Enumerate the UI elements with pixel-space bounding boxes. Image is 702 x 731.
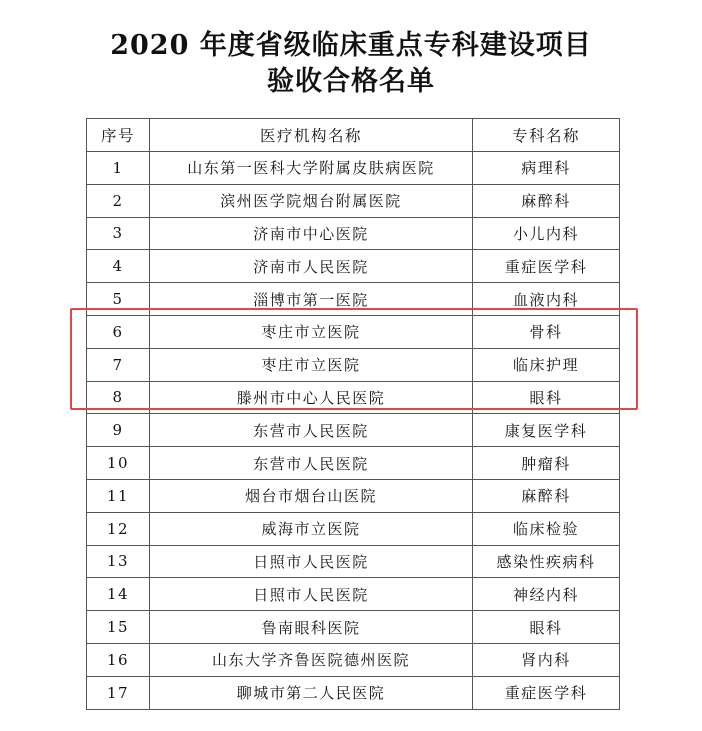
row-index: 15 bbox=[87, 611, 150, 644]
row-institution: 鲁南眼科医院 bbox=[150, 611, 473, 644]
row-specialty: 临床护理 bbox=[473, 348, 620, 381]
row-specialty: 麻醉科 bbox=[473, 479, 620, 512]
row-institution: 枣庄市立医院 bbox=[150, 315, 473, 348]
row-institution: 山东大学齐鲁医院德州医院 bbox=[150, 643, 473, 676]
row-index: 11 bbox=[87, 479, 150, 512]
acceptance-list-table bbox=[86, 118, 620, 710]
row-specialty: 感染性疾病科 bbox=[473, 545, 620, 578]
row-specialty: 重症医学科 bbox=[473, 250, 620, 283]
header-specialty: 专科名称 bbox=[473, 119, 620, 152]
row-specialty: 骨科 bbox=[473, 315, 620, 348]
row-specialty: 麻醉科 bbox=[473, 184, 620, 217]
table-row bbox=[87, 315, 620, 348]
table-row bbox=[87, 479, 620, 512]
table-row bbox=[87, 250, 620, 283]
row-index: 14 bbox=[87, 578, 150, 611]
row-index: 8 bbox=[87, 381, 150, 414]
row-specialty: 康复医学科 bbox=[473, 414, 620, 447]
row-index: 1 bbox=[87, 152, 150, 185]
row-index: 2 bbox=[87, 184, 150, 217]
row-specialty: 肿瘤科 bbox=[473, 447, 620, 480]
row-specialty: 小儿内科 bbox=[473, 217, 620, 250]
row-institution: 枣庄市立医院 bbox=[150, 348, 473, 381]
table-header-row bbox=[87, 119, 620, 152]
table-row bbox=[87, 217, 620, 250]
row-institution: 滨州医学院烟台附属医院 bbox=[150, 184, 473, 217]
row-institution: 山东第一医科大学附属皮肤病医院 bbox=[150, 152, 473, 185]
document-title-line1: 2020 年度省级临床重点专科建设项目 bbox=[110, 30, 592, 61]
row-specialty: 临床检验 bbox=[473, 512, 620, 545]
row-institution: 烟台市烟台山医院 bbox=[150, 479, 473, 512]
table-row bbox=[87, 414, 620, 447]
row-institution: 济南市中心医院 bbox=[150, 217, 473, 250]
header-institution: 医疗机构名称 bbox=[150, 119, 473, 152]
table-row bbox=[87, 611, 620, 644]
row-index: 4 bbox=[87, 250, 150, 283]
row-index: 7 bbox=[87, 348, 150, 381]
table-row bbox=[87, 283, 620, 316]
row-institution: 东营市人民医院 bbox=[150, 447, 473, 480]
row-institution: 聊城市第二人民医院 bbox=[150, 676, 473, 709]
row-specialty: 血液内科 bbox=[473, 283, 620, 316]
row-specialty: 病理科 bbox=[473, 152, 620, 185]
row-institution: 淄博市第一医院 bbox=[150, 283, 473, 316]
row-index: 16 bbox=[87, 643, 150, 676]
table-row bbox=[87, 512, 620, 545]
table-row bbox=[87, 348, 620, 381]
row-institution: 威海市立医院 bbox=[150, 512, 473, 545]
row-institution: 滕州市中心人民医院 bbox=[150, 381, 473, 414]
table-row bbox=[87, 676, 620, 709]
table-row bbox=[87, 643, 620, 676]
row-index: 9 bbox=[87, 414, 150, 447]
header-index: 序号 bbox=[87, 119, 150, 152]
row-specialty: 眼科 bbox=[473, 381, 620, 414]
row-institution: 济南市人民医院 bbox=[150, 250, 473, 283]
row-specialty: 神经内科 bbox=[473, 578, 620, 611]
row-index: 5 bbox=[87, 283, 150, 316]
table-row bbox=[87, 545, 620, 578]
row-specialty: 眼科 bbox=[473, 611, 620, 644]
row-institution: 东营市人民医院 bbox=[150, 414, 473, 447]
row-index: 13 bbox=[87, 545, 150, 578]
row-index: 10 bbox=[87, 447, 150, 480]
table-row bbox=[87, 447, 620, 480]
row-index: 17 bbox=[87, 676, 150, 709]
row-institution: 日照市人民医院 bbox=[150, 545, 473, 578]
row-specialty: 肾内科 bbox=[473, 643, 620, 676]
row-index: 6 bbox=[87, 315, 150, 348]
table-row bbox=[87, 152, 620, 185]
row-institution: 日照市人民医院 bbox=[150, 578, 473, 611]
row-specialty: 重症医学科 bbox=[473, 676, 620, 709]
row-index: 3 bbox=[87, 217, 150, 250]
document-title-line2: 验收合格名单 bbox=[267, 66, 435, 97]
row-index: 12 bbox=[87, 512, 150, 545]
table-row bbox=[87, 381, 620, 414]
table-row bbox=[87, 578, 620, 611]
table-row bbox=[87, 184, 620, 217]
